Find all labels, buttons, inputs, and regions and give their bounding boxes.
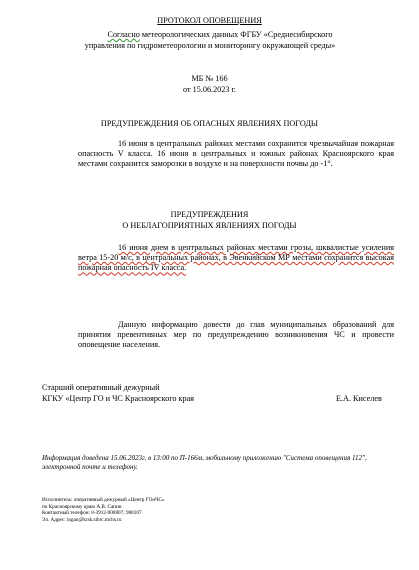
contact-line-1: Исполнитель: оперативный дежурный «Центр ГОиЧС» [42, 497, 165, 503]
signature-position-2: КГКУ «Центр ГО и ЧС Красноярского края [42, 394, 194, 403]
title-text: ПРОТОКОЛ ОПОВЕЩЕНИЯ [157, 16, 262, 25]
signature-position-1: Старший оперативный дежурный [42, 383, 160, 392]
source-line-2 [40, 41, 380, 51]
document-date: от 15.06.2023 г. [183, 85, 236, 94]
section-2-heading-1: ПРЕДУПРЕЖДЕНИЯ [170, 210, 249, 219]
signature-name: Е.А. Киселев [336, 394, 382, 403]
section-2-body [78, 243, 394, 274]
contact-line-4: Эл. Адрес: ingan@krsk.sibrc.mchs.ru [42, 516, 122, 523]
source-line-2-text: управления по гидрометеорологии и мониторингу окружающей среды» [84, 41, 336, 50]
section-2-body-text: 16 июня днем в центральных районах местами грозы, шквалистые усиления ветра 15-20 м/с, в центральных районах, в Эвенкийском МР местами сохранится высокая пожарная опасность IV класса. [78, 243, 394, 273]
source-line-1 [60, 30, 380, 40]
contact-line-2: по Красноярскому краю А.В. Сапин [42, 503, 122, 510]
contacts-block [42, 497, 302, 523]
section-1-heading: ПРЕДУПРЕЖДЕНИЯ ОБ ОПАСНЫХ ЯВЛЕНИЯХ ПОГОДЫ [100, 119, 319, 128]
document-number: МБ № 166 [191, 74, 228, 83]
document-title [0, 16, 419, 26]
delivery-note: Информация доведена 15.06.2023г. в 13:00 по П-166м, мобильному приложению "Система оповещения 112", электронной почте и телефону. [42, 454, 367, 471]
section-1-body: 16 июня в центральных районах местами сохранится чрезвычайная пожарная опасность V класса. 16 июня в центральных и южных районах Красноярского края местами сохранится заморозки в воздухе и на поверхности почвы до -1°. [78, 139, 394, 169]
source-line-1-rest: метеорологических данных ФГБУ «Среднесибирского [139, 30, 333, 39]
section-2-heading-2: О НЕБЛАГОПРИЯТНЫХ ЯВЛЕНИЯХ ПОГОДЫ [122, 221, 297, 230]
instruction-body: Данную информацию довести до глав муниципальных образований для принятия превентивных мер по предупреждению возникновения ЧС и провести оповещение населения. [78, 320, 394, 350]
source-word: Согласно [107, 30, 140, 39]
contact-line-3: Контактный телефон: 8-3912-908807; 908107 [42, 510, 142, 517]
